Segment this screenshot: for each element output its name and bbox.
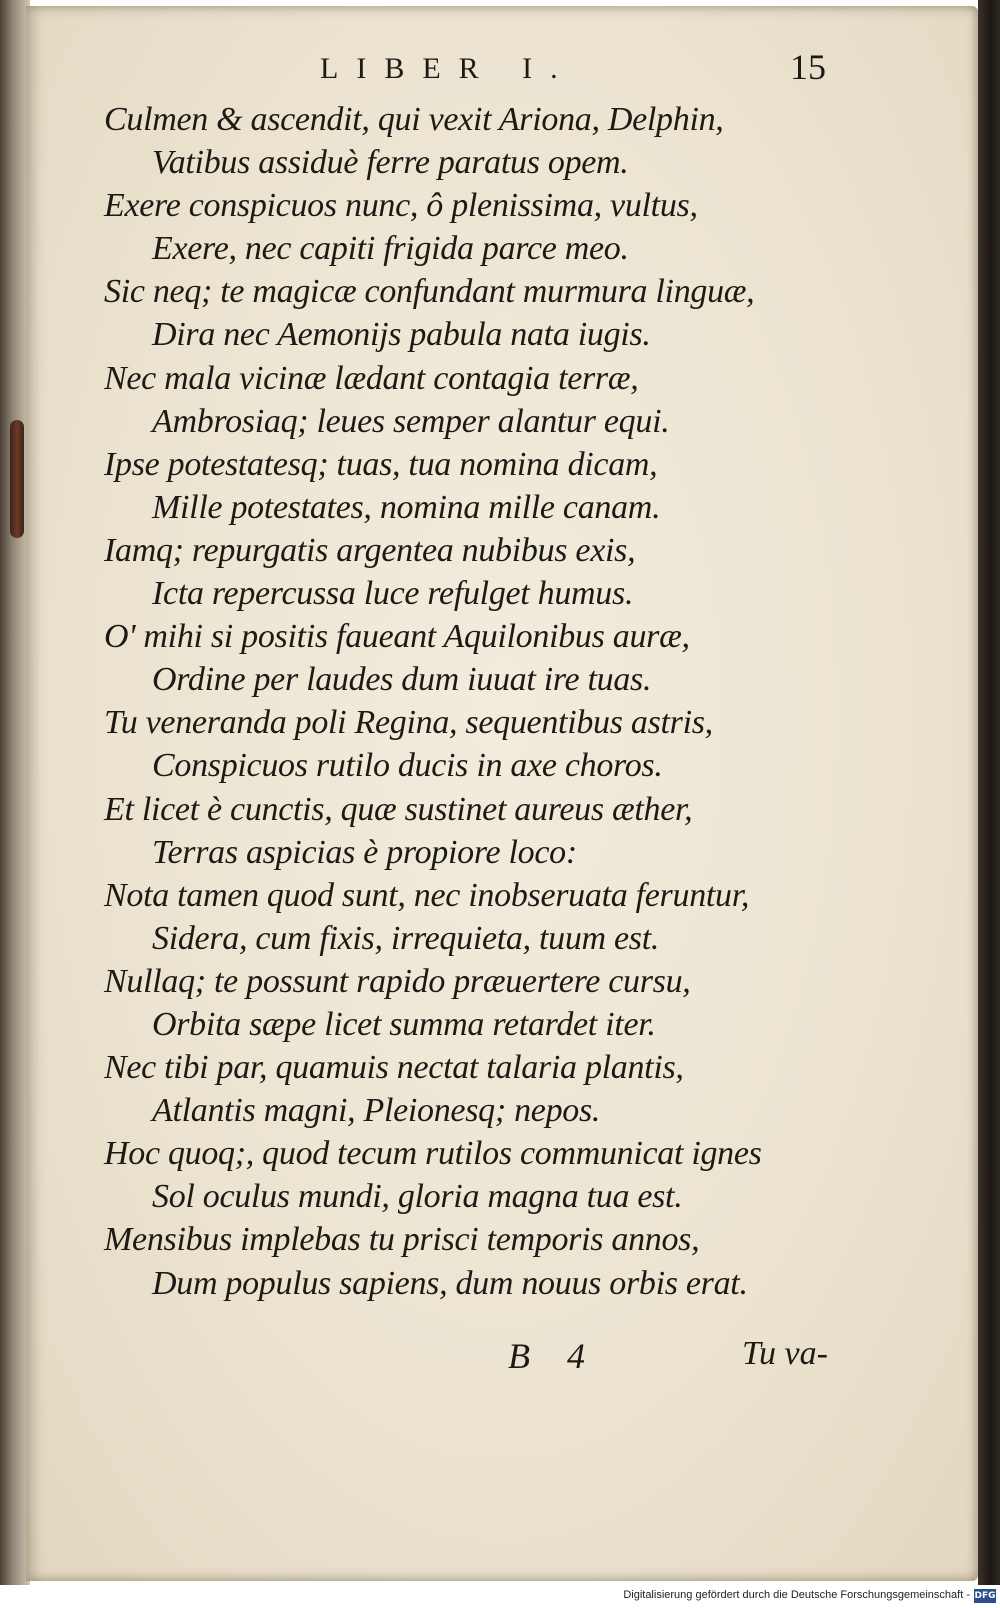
verse-line: Sidera, cum fixis, irrequieta, tuum est. bbox=[152, 919, 660, 957]
catchword: Tu va- bbox=[742, 1335, 828, 1372]
dfg-logo: DFG bbox=[974, 1591, 996, 1601]
verse-line: Icta repercussa luce refulget humus. bbox=[152, 575, 634, 613]
verse-line: Sol oculus mundi, gloria magna tua est. bbox=[152, 1178, 683, 1216]
running-head: LIBER I. bbox=[320, 52, 576, 85]
verse-line: Dum populus sapiens, dum nouus orbis erat. bbox=[152, 1264, 748, 1302]
verse-line: Ambrosiaq; leues semper alantur equi. bbox=[152, 402, 670, 440]
verse-line: Sic neq; te magicæ confundant murmura linguæ, bbox=[104, 273, 755, 311]
verse-line: Terras aspicias è propiore loco: bbox=[152, 833, 577, 871]
verse-block bbox=[104, 98, 964, 1305]
digitization-credit: Digitalisierung gefördert durch die Deutsche Forschungsgemeinschaft - bbox=[623, 1589, 970, 1601]
verse-line: Exere, nec capiti frigida parce meo. bbox=[152, 230, 629, 268]
verse-line: Iamq; repurgatis argentea nubibus exis, bbox=[104, 531, 636, 569]
page-number: 15 bbox=[790, 47, 826, 87]
verse-line: Nec mala vicinæ lædant contagia terræ, bbox=[104, 359, 639, 397]
verse-line: Nota tamen quod sunt, nec inobseruata feruntur, bbox=[104, 876, 750, 914]
verse-line: Dira nec Aemonijs pabula nata iugis. bbox=[152, 316, 651, 354]
verse-line: Mille potestates, nomina mille canam. bbox=[152, 488, 661, 526]
signature-mark: B 4 bbox=[508, 1336, 599, 1376]
verse-line: Et licet è cunctis, quæ sustinet aureus æther, bbox=[104, 790, 693, 828]
book-edge bbox=[978, 0, 1000, 1585]
verse-line: Ipse potestatesq; tuas, tua nomina dicam, bbox=[104, 445, 658, 483]
verse-line: Nec tibi par, quamuis nectat talaria plantis, bbox=[104, 1049, 684, 1087]
verse-line: Exere conspicuos nunc, ô plenissima, vultus, bbox=[104, 187, 698, 225]
verse-line: Culmen & ascendit, qui vexit Ariona, Delphin, bbox=[104, 101, 724, 138]
verse-line: Tu veneranda poli Regina, sequentibus astris, bbox=[104, 704, 713, 742]
binding-mark bbox=[10, 420, 24, 538]
verse-line: Atlantis magni, Pleionesq; nepos. bbox=[152, 1092, 601, 1130]
verse-line: O' mihi si positis faueant Aquilonibus auræ, bbox=[104, 618, 690, 656]
verse-line: Vatibus assiduè ferre paratus opem. bbox=[152, 144, 629, 182]
verse-line: Nullaq; te possunt rapido præuertere cursu, bbox=[104, 962, 691, 1000]
verse-line: Orbita sæpe licet summa retardet iter. bbox=[152, 1005, 656, 1043]
verse-line: Mensibus implebas tu prisci temporis annos, bbox=[104, 1221, 700, 1259]
verse-line: Hoc quoq;, quod tecum rutilos communicat ignes bbox=[104, 1135, 762, 1173]
verse-line: Conspicuos rutilo ducis in axe choros. bbox=[152, 747, 663, 785]
verse-line: Ordine per laudes dum iuuat ire tuas. bbox=[152, 661, 652, 699]
